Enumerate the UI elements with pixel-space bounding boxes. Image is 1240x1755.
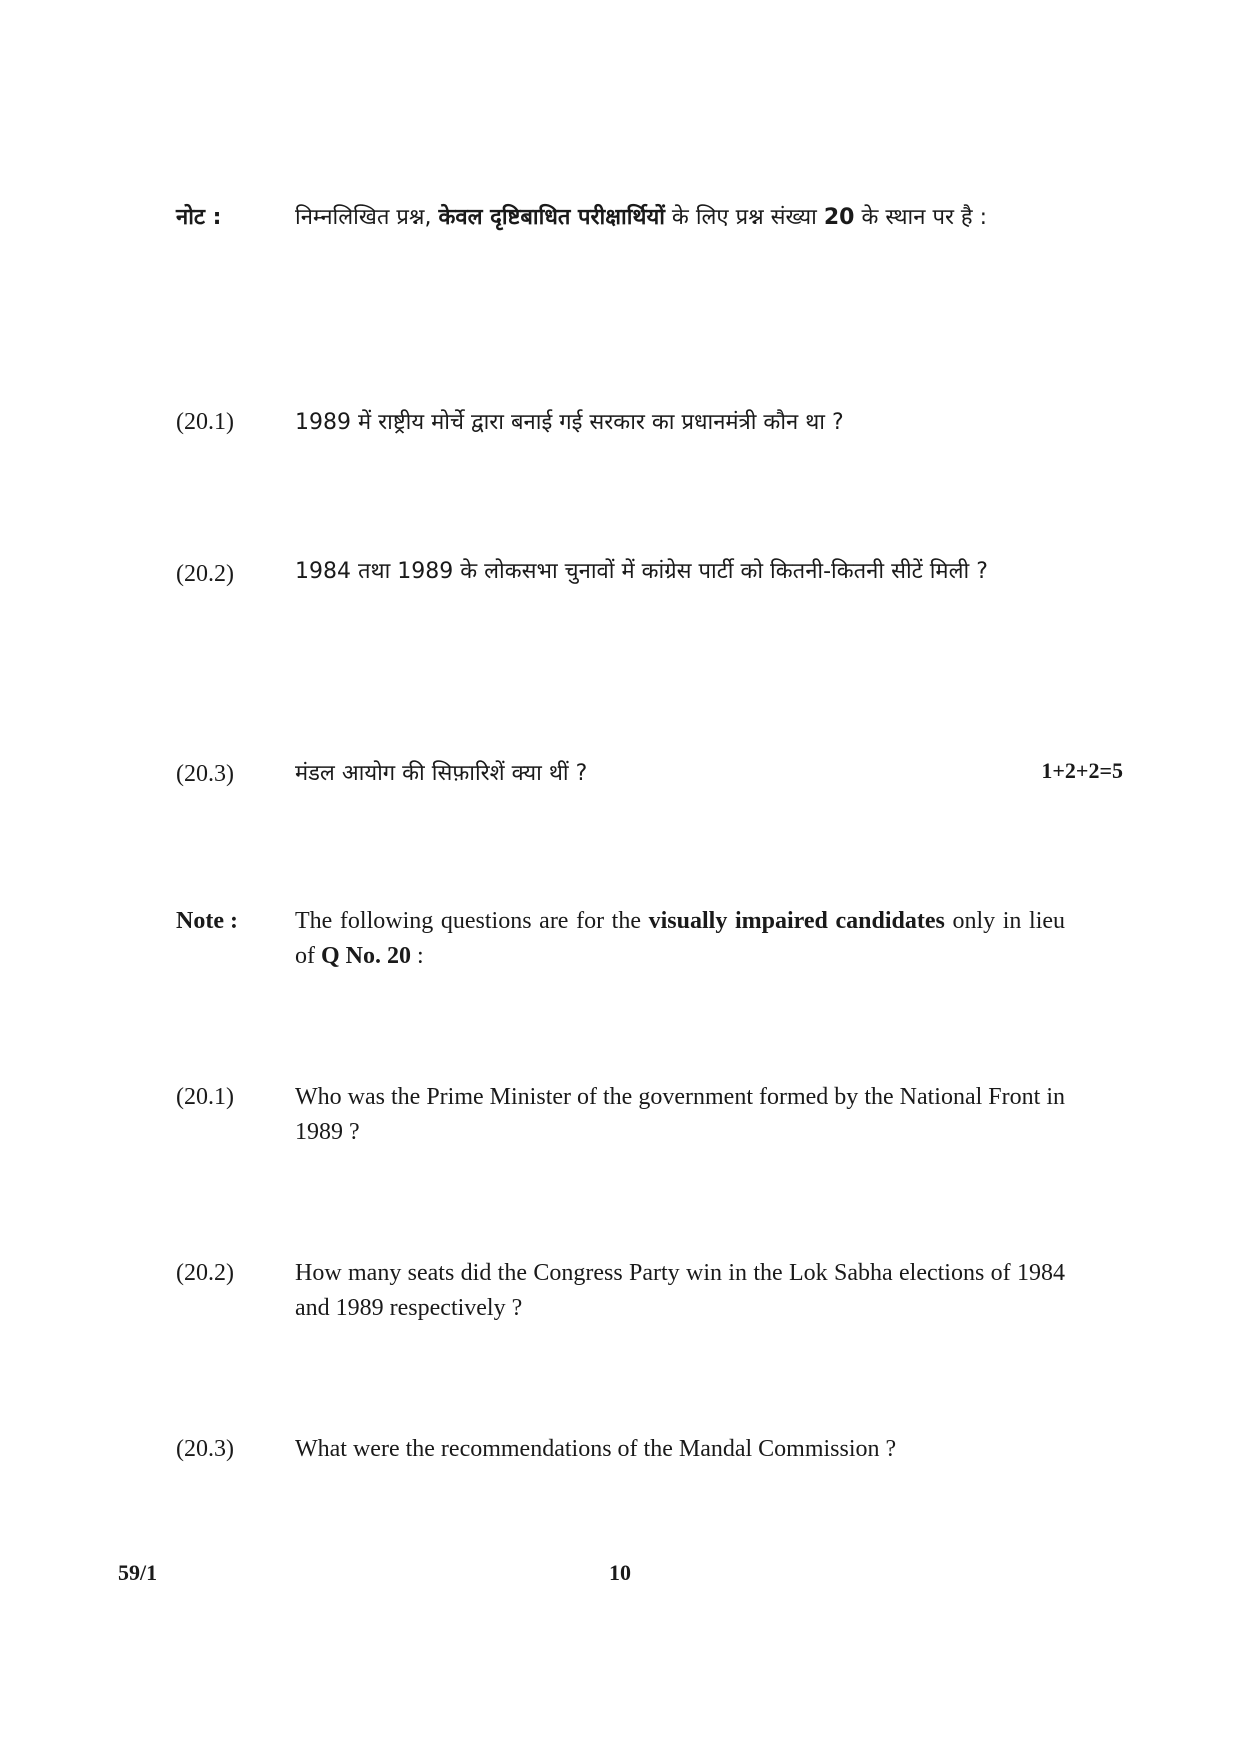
- english-question-number: (20.1): [176, 1084, 234, 1110]
- english-question-text: How many seats did the Congress Party win in the Lok Sabha elections of 1984 and 1989 respectively ?: [295, 1260, 1065, 1321]
- hindi-question-text: मंडल आयोग की सिफ़ारिशें क्या थीं ?: [295, 761, 588, 786]
- english-question-number: (20.3): [176, 1436, 234, 1462]
- marks-allocation: 1+2+2=5: [1041, 758, 1123, 783]
- hindi-note-label: नोट :: [176, 205, 222, 230]
- hindi-question-text: 1989 में राष्ट्रीय मोर्चे द्वारा बनाई गई सरकार का प्रधानमंत्री कौन था ?: [295, 410, 844, 435]
- english-note-text: The following questions are for the visually impaired candidates only in lieu of Q No. 20 :: [295, 908, 1066, 969]
- english-question-text: What were the recommendations of the Mandal Commission ?: [295, 1436, 897, 1462]
- paper-code: 59/1: [118, 1560, 158, 1585]
- page-number: 10: [609, 1560, 631, 1585]
- english-question-number: (20.2): [176, 1260, 234, 1286]
- english-question-text: Who was the Prime Minister of the government formed by the National Front in 1989 ?: [295, 1084, 1065, 1145]
- hindi-question-number: (20.2): [176, 561, 234, 587]
- hindi-note-text: निम्नलिखित प्रश्न, केवल दृष्टिबाधित परीक्षार्थियों के लिए प्रश्न संख्या 20 के स्थान पर है :: [295, 205, 988, 230]
- hindi-question-number: (20.1): [176, 409, 234, 435]
- hindi-question-number: (20.3): [176, 761, 234, 787]
- english-note-label: Note :: [176, 908, 238, 934]
- hindi-question-text: 1984 तथा 1989 के लोकसभा चुनावों में कांग्रेस पार्टी को कितनी-कितनी सीटें मिली ?: [295, 559, 988, 584]
